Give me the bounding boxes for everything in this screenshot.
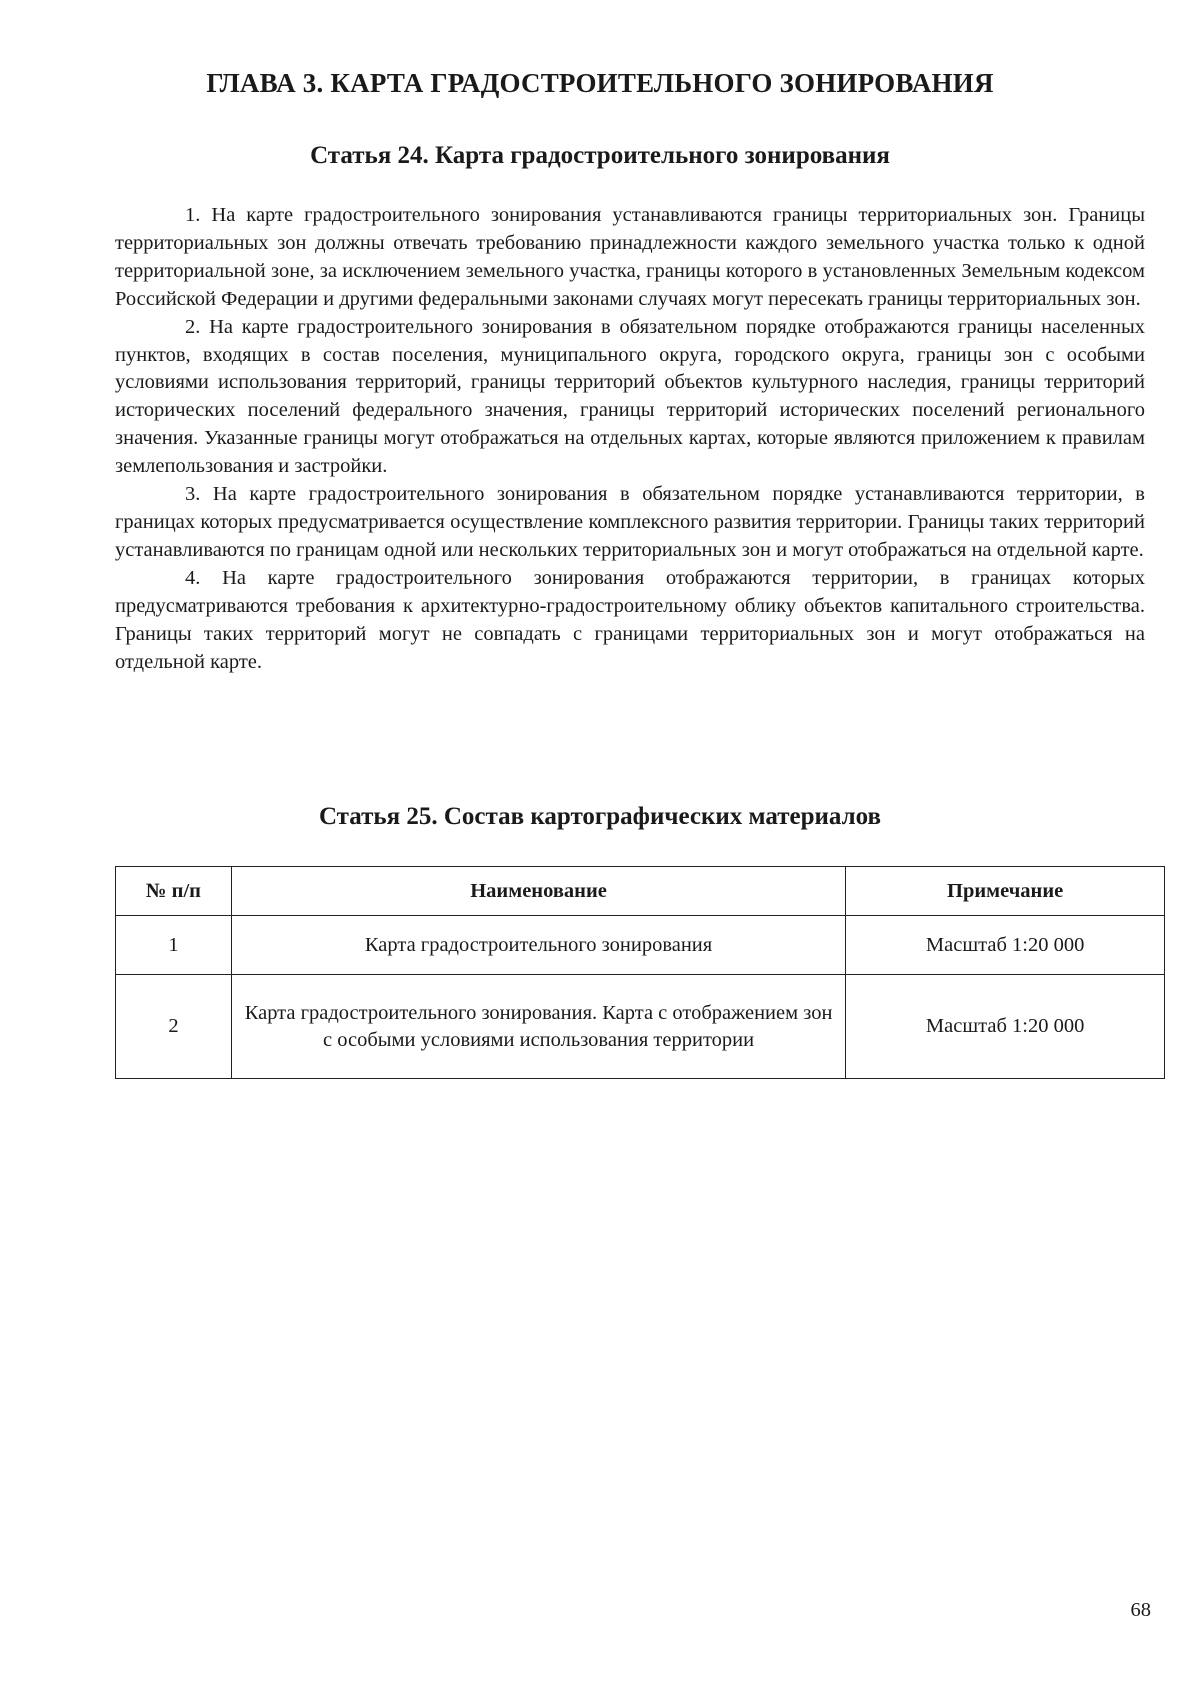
table-header-row [116,867,1165,916]
paragraph: 3. На карте градостроительного зонирования в обязательном порядке устанавливаются территории, в границах которых предусматривается осуществление комплексного развития территории. Границы таких территорий устанавливаются по границам одной или нескольких территориальных зон и могут отображаться на отдельной карте. [115,483,1145,561]
paragraph: 1. На карте градостроительного зонирования устанавливаются границы территориальных зон. Границы территориальных зон должны отвечать требованию принадлежности каждого земельного участка только к одной территориальной зоне, за исключением земельного участка, границы которого в установленных Земельным кодексом Российской Федерации и другими федеральными законами случаях могут пересекать границы территориальных зон. [115,204,1145,310]
table-row [116,916,1165,975]
cell-number: 1 [116,916,232,975]
cell-note: Масштаб 1:20 000 [846,975,1165,1079]
article-24-body [115,202,1145,676]
table-row [116,975,1165,1079]
cell-number: 2 [116,975,232,1079]
cell-name: Карта градостроительного зонирования. Карта с отображением зон с особыми условиями использования территории [231,975,845,1079]
chapter-title: ГЛАВА 3. КАРТА ГРАДОСТРОИТЕЛЬНОГО ЗОНИРОВАНИЯ [206,68,994,98]
cell-name: Карта градостроительного зонирования [231,916,845,975]
cell-note: Масштаб 1:20 000 [846,916,1165,975]
article-24-title: Статья 24. Карта градостроительного зонирования [310,142,890,169]
header-name: Наименование [231,867,845,916]
cartographic-materials-table [115,866,1165,1079]
paragraph: 4. На карте градостроительного зонирования отображаются территории, в границах которых предусматриваются требования к архитектурно-градостроительному облику объектов капитального строительства. Границы таких территорий могут не совпадать с границами территориальных зон и могут отображаться на отдельной карте. [115,566,1145,673]
header-note: Примечание [846,867,1165,916]
page-number: 68 [1130,1599,1151,1621]
paragraph: 2. На карте градостроительного зонирования в обязательном порядке отображаются границы населенных пунктов, входящих в состав поселения, муниципального округа, городского округа, границы зон с особыми условиями использования территорий, границы территорий объектов культурного наследия, границы территорий исторических поселений федерального значения, границы территорий исторических поселений регионального значения. Указанные границы могут отображаться на отдельных картах, которые являются приложением к правилам землепользования и застройки. [115,315,1145,478]
header-number: № п/п [116,867,232,916]
article-25-title: Статья 25. Состав картографических материалов [318,803,882,830]
